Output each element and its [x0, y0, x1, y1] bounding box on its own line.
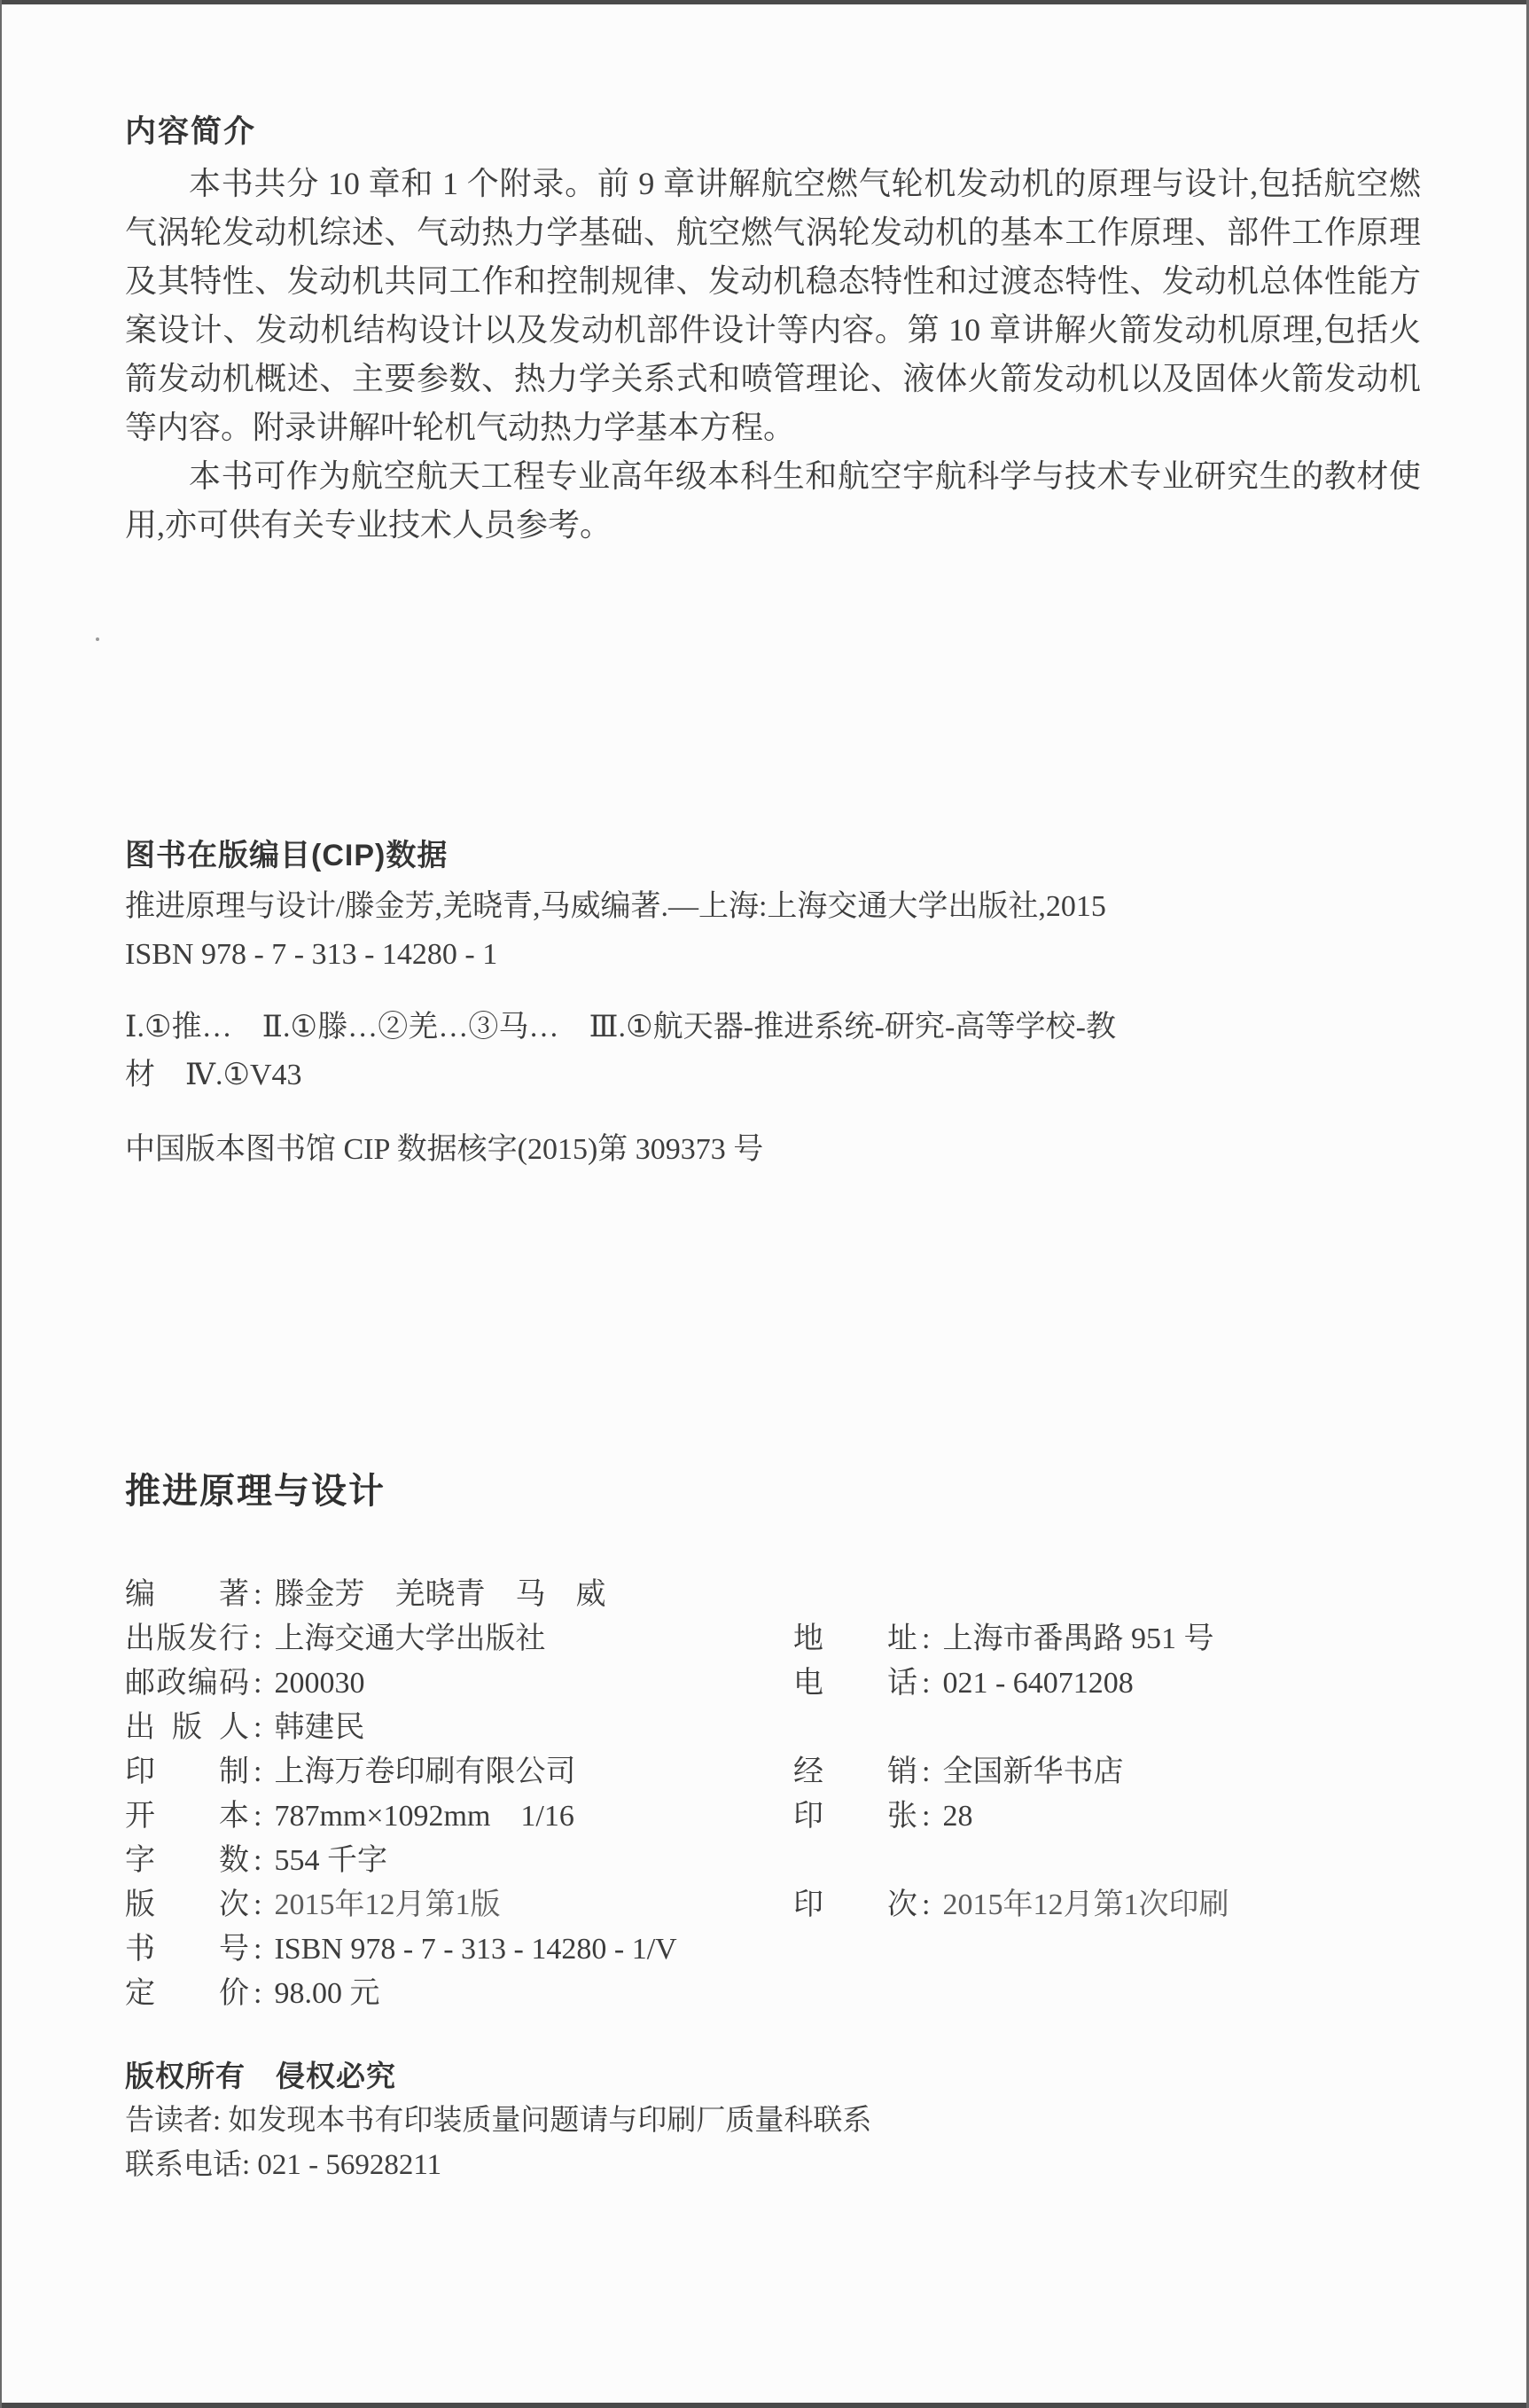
field-value-postcode: 200030	[274, 1667, 365, 1700]
field-label-distributor: 经销	[793, 1755, 917, 1788]
cip-heading: 图书在版编目(CIP)数据	[125, 839, 449, 872]
colophon-row	[125, 1972, 1437, 2016]
field-label-format: 开本	[125, 1800, 249, 1833]
colophon-row	[125, 1883, 1437, 1927]
colon: :	[922, 1800, 931, 1833]
field-value-isbn: ISBN 978 - 7 - 313 - 14280 - 1/V	[274, 1933, 677, 1966]
cip-isbn-line: ISBN 978 - 7 - 313 - 14280 - 1	[125, 938, 498, 971]
field-value-publisher: 上海交通大学出版社	[274, 1622, 546, 1655]
field-label-printer: 印制	[125, 1755, 249, 1788]
intro-paragraph-2: 本书可作为航空航天工程专业高年级本科生和航空宇航科学与技术专业研究生的教材使用,亦可供有关专业技术人员参考。	[125, 458, 1421, 543]
intro-section	[125, 112, 1421, 550]
copyright-notice: 版权所有 侵权必究	[125, 2060, 396, 2092]
colophon-row	[125, 1706, 1437, 1750]
field-label-isbn: 书号	[125, 1933, 249, 1966]
colon: :	[254, 1622, 262, 1655]
colon: :	[254, 1578, 262, 1611]
colon: :	[922, 1667, 931, 1700]
intro-paragraph-1: 本书共分 10 章和 1 个附录。前 9 章讲解航空燃气轮机发动机的原理与设计,包括航空燃气涡轮发动机综述、气动热力学基础、航空燃气涡轮发动机的基本工作原理、部件工作原理及其特性、发动机共同工作和控制规律、发动机稳态特性和过渡态特性、发动机总体性能方案设计、发动机结构设计以及发动机部件设计等内容。第 10 章讲解火箭发动机原理,包括火箭发动机概述、主要参数、热力学关系式和喷管理论、液体火箭发动机以及固体火箭发动机等内容。附录讲解叶轮机气动热力学基本方程。	[125, 166, 1421, 445]
colon: :	[254, 1888, 262, 1921]
colophon-section	[125, 1469, 1437, 2016]
colon: :	[254, 1667, 262, 1700]
field-value-wordcount: 554 千字	[274, 1844, 387, 1877]
field-label-phone: 电话	[793, 1667, 917, 1700]
field-label-postcode: 邮政编码	[125, 1667, 249, 1700]
field-label-address: 地址	[793, 1622, 917, 1655]
colon: :	[922, 1755, 931, 1788]
cip-section	[125, 836, 1162, 1174]
colon: :	[254, 1844, 262, 1877]
reader-notice: 告读者: 如发现本书有印装质量问题请与印刷厂质量科联系	[125, 2105, 872, 2137]
colophon-row	[125, 1750, 1437, 1794]
field-value-printer: 上海万卷印刷有限公司	[274, 1755, 576, 1788]
colophon-right-cell	[793, 1750, 1123, 1794]
colophon-row	[125, 1661, 1437, 1706]
colophon-row	[125, 1839, 1437, 1883]
colon: :	[922, 1888, 931, 1921]
field-value-address: 上海市番禺路 951 号	[942, 1622, 1214, 1655]
cip-entry-line: 推进原理与设计/滕金芳,羌晓青,马威编著.—上海:上海交通大学出版社,2015	[125, 890, 1106, 923]
book-title: 推进原理与设计	[125, 1472, 386, 1511]
field-value-editors: 滕金芳 羌晓青 马 威	[274, 1578, 606, 1611]
colophon-row	[125, 1927, 1437, 1972]
field-value-edition: 2015年12月第1版	[274, 1888, 501, 1921]
field-label-price: 定价	[125, 1977, 249, 2010]
field-value-chief: 韩建民	[274, 1711, 365, 1744]
scan-speck	[96, 637, 99, 641]
field-value-price: 98.00 元	[274, 1977, 380, 2010]
colophon-row	[125, 1794, 1437, 1839]
scan-edge-bottom	[0, 2403, 1529, 2408]
field-label-sheets: 印张	[793, 1800, 917, 1833]
colon: :	[254, 1755, 262, 1788]
cip-classification: Ⅰ.①推… Ⅱ.①滕…②羌…③马… Ⅲ.①航天器-推进系统-研究-高等学校-教材 Ⅳ.①V43	[125, 1011, 1116, 1091]
colon: :	[922, 1622, 931, 1655]
field-value-format: 787mm×1092mm 1/16	[274, 1800, 574, 1833]
colophon-right-cell	[793, 1794, 972, 1839]
field-value-sheets: 28	[942, 1800, 973, 1833]
field-label-edition: 版次	[125, 1888, 249, 1921]
colon: :	[254, 1933, 262, 1966]
copyright-footer	[125, 2054, 1437, 2187]
field-label-wordcount: 字数	[125, 1844, 249, 1877]
field-value-phone: 021 - 64071208	[942, 1667, 1134, 1700]
field-value-impression: 2015年12月第1次印刷	[942, 1888, 1229, 1921]
colon: :	[254, 1977, 262, 2010]
field-label-editors: 编著	[125, 1578, 249, 1611]
colophon-right-cell	[793, 1617, 1213, 1661]
field-label-chief: 出版人	[125, 1711, 249, 1744]
colon: :	[254, 1800, 262, 1833]
colophon-right-cell	[793, 1661, 1134, 1706]
contact-phone: 联系电话: 021 - 56928211	[125, 2149, 442, 2181]
field-label-impression: 印次	[793, 1888, 917, 1921]
scan-edge-top	[0, 0, 1529, 4]
intro-heading: 内容简介	[125, 114, 257, 149]
scan-edge-left	[0, 0, 2, 2408]
field-value-distributor: 全国新华书店	[942, 1755, 1124, 1788]
colophon-right-cell	[793, 1883, 1229, 1927]
field-label-publisher: 出版发行	[125, 1622, 249, 1655]
colon: :	[254, 1711, 262, 1744]
colophon-row	[125, 1573, 1437, 1617]
cip-record-number: 中国版本图书馆 CIP 数据核字(2015)第 309373 号	[125, 1133, 764, 1166]
colophon-row	[125, 1617, 1437, 1661]
